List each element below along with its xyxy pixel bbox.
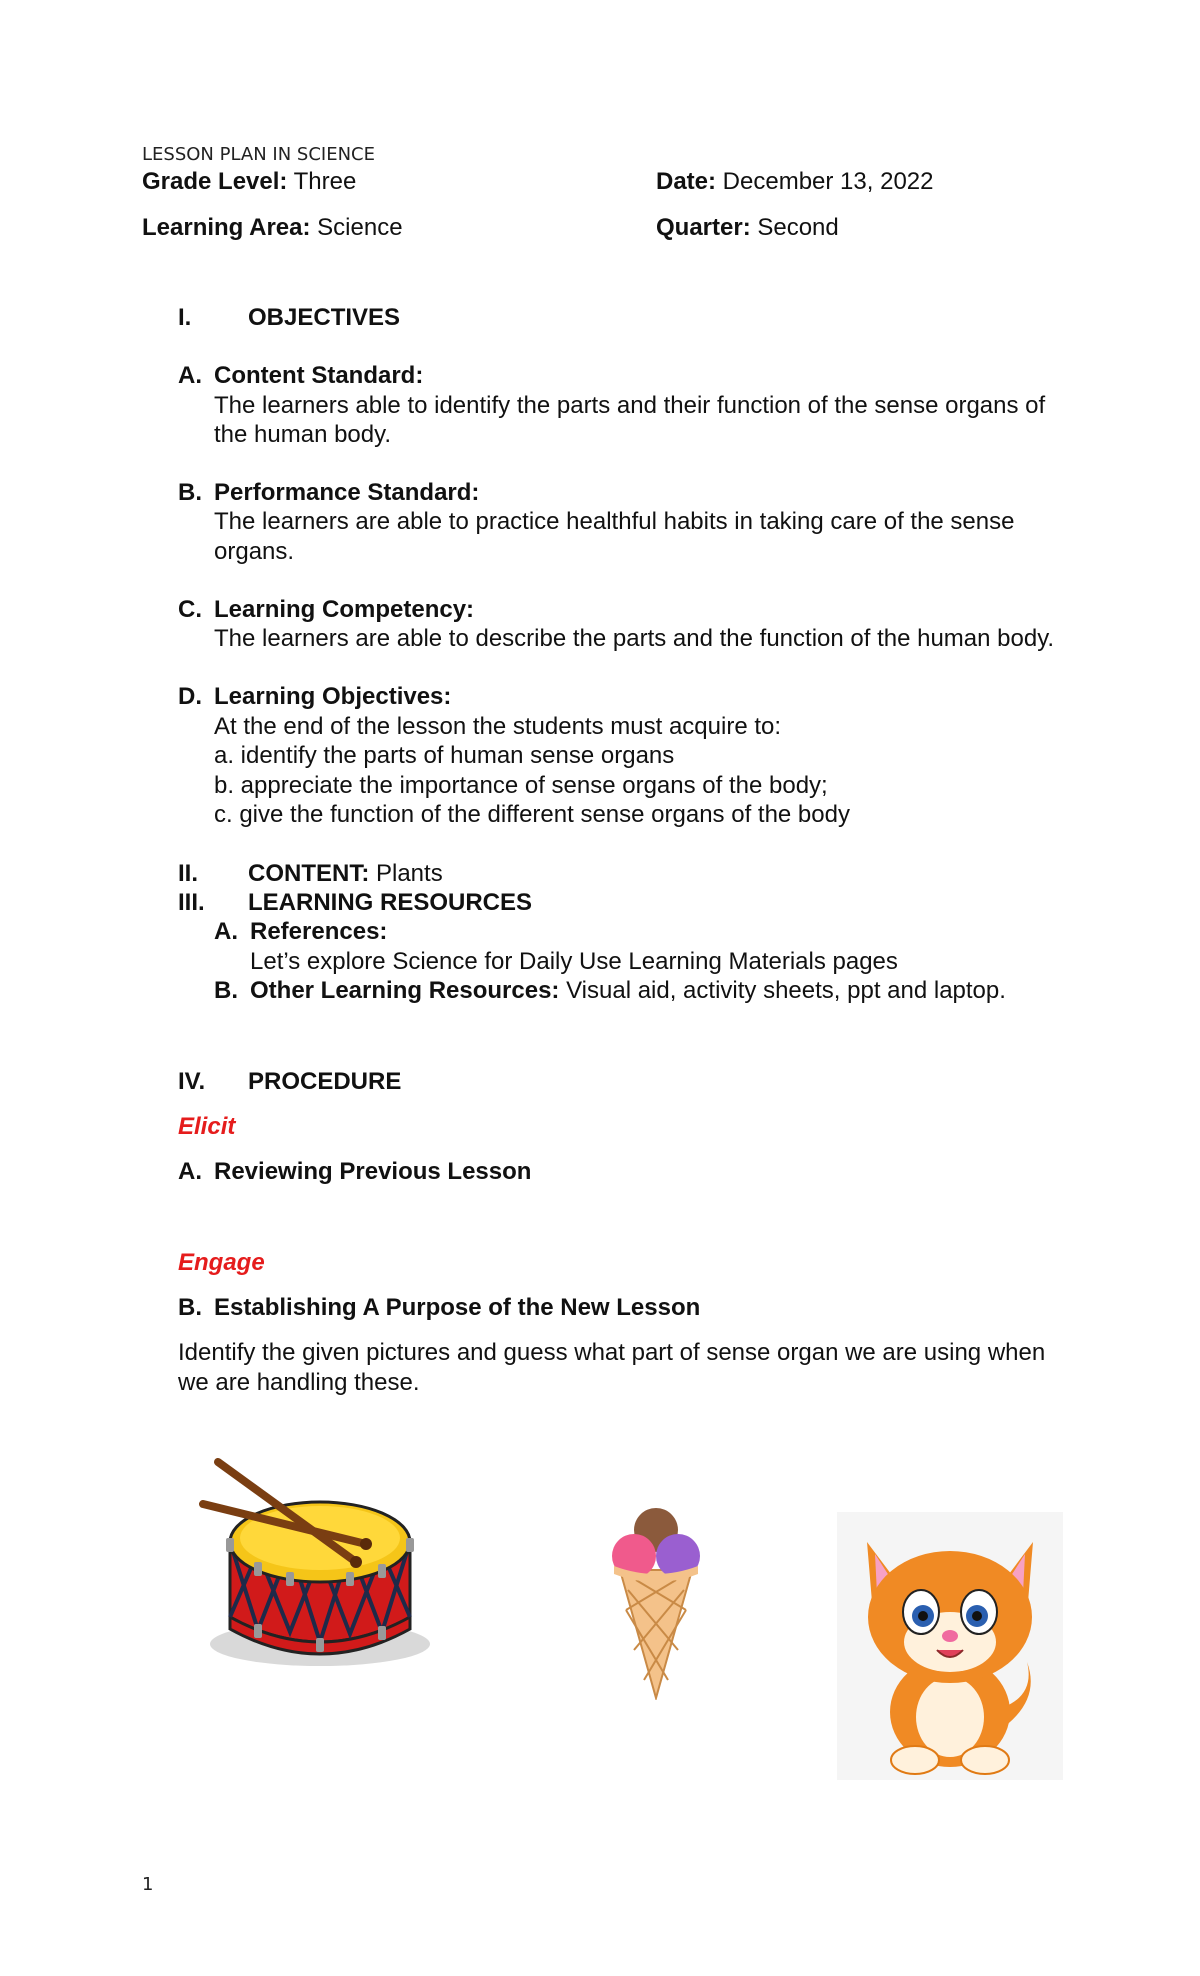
section-title: OBJECTIVES	[248, 304, 401, 331]
cat-frame	[837, 1512, 1063, 1780]
performance-standard-heading: B. Performance Standard:	[178, 479, 480, 506]
learning-area	[142, 214, 403, 242]
learning-area-label: Learning Area:	[142, 214, 311, 241]
section-numeral: II.	[178, 860, 199, 887]
learning-objectives-heading: D. Learning Objectives:	[178, 683, 452, 710]
section-title: LEARNING RESOURCES	[248, 889, 533, 916]
elicit-label: Elicit	[178, 1113, 236, 1140]
learning-competency-text: The learners are able to describe the parts and the function of the human body.	[214, 625, 1055, 652]
instruction-text: Identify the given pictures and guess what part of sense organ we are using when	[178, 1339, 1046, 1366]
engage-label: Engage	[178, 1249, 265, 1276]
grade-level-label: Grade Level:	[142, 168, 288, 195]
section-numeral: III.	[178, 889, 205, 916]
drum-image	[198, 1452, 434, 1670]
establishing-purpose: B. Establishing A Purpose of the New Lesson	[178, 1294, 701, 1321]
section-procedure	[0, 1068, 1200, 1096]
section-numeral: I.	[178, 304, 192, 331]
reviewing-previous-lesson: A. Reviewing Previous Lesson	[178, 1158, 532, 1185]
document-title: LESSON PLAN IN SCIENCE	[142, 144, 375, 165]
ice-cream-image	[608, 1500, 704, 1700]
content-standard-text: the human body.	[214, 421, 392, 448]
section-content	[0, 860, 1200, 888]
content-label: CONTENT:	[248, 860, 370, 887]
section-title: PROCEDURE	[248, 1068, 402, 1095]
date	[656, 168, 933, 196]
other-resources: B. Other Learning Resources: Visual aid, activity sheets, ppt and laptop.	[214, 977, 1006, 1004]
performance-standard-text: The learners are able to practice healthful habits in taking care of the sense	[214, 508, 1015, 535]
section-numeral: IV.	[178, 1068, 206, 1095]
grade-level-value: Three	[287, 168, 357, 195]
instruction-text: we are handling these.	[178, 1369, 420, 1396]
content-value: Plants	[369, 860, 443, 887]
performance-standard-text: organs.	[214, 538, 295, 565]
references-text: Let’s explore Science for Daily Use Learning Materials pages	[250, 948, 898, 975]
objective-item: b. appreciate the importance of sense organs of the body;	[214, 772, 828, 799]
date-value: December 13, 2022	[716, 168, 934, 195]
cat-image	[837, 1512, 1063, 1780]
learning-area-value: Science	[310, 214, 403, 241]
learning-objectives-intro: At the end of the lesson the students must acquire to:	[214, 713, 782, 740]
date-label: Date:	[656, 168, 717, 195]
section-learning-resources	[0, 889, 1200, 917]
page-number: 1	[142, 1874, 154, 1895]
quarter	[656, 214, 839, 242]
objective-item: a. identify the parts of human sense organs	[214, 742, 675, 769]
content-standard-heading: A. Content Standard:	[178, 362, 424, 389]
objective-item: c. give the function of the different sense organs of the body	[214, 801, 850, 828]
quarter-value: Second	[750, 214, 839, 241]
content-standard-text: The learners able to identify the parts and their function of the sense organs of	[214, 392, 1046, 419]
learning-competency-heading: C. Learning Competency:	[178, 596, 475, 623]
grade-level	[142, 168, 356, 196]
references-heading: A. References:	[214, 918, 388, 945]
section-objectives	[0, 304, 1200, 332]
quarter-label: Quarter:	[656, 214, 751, 241]
